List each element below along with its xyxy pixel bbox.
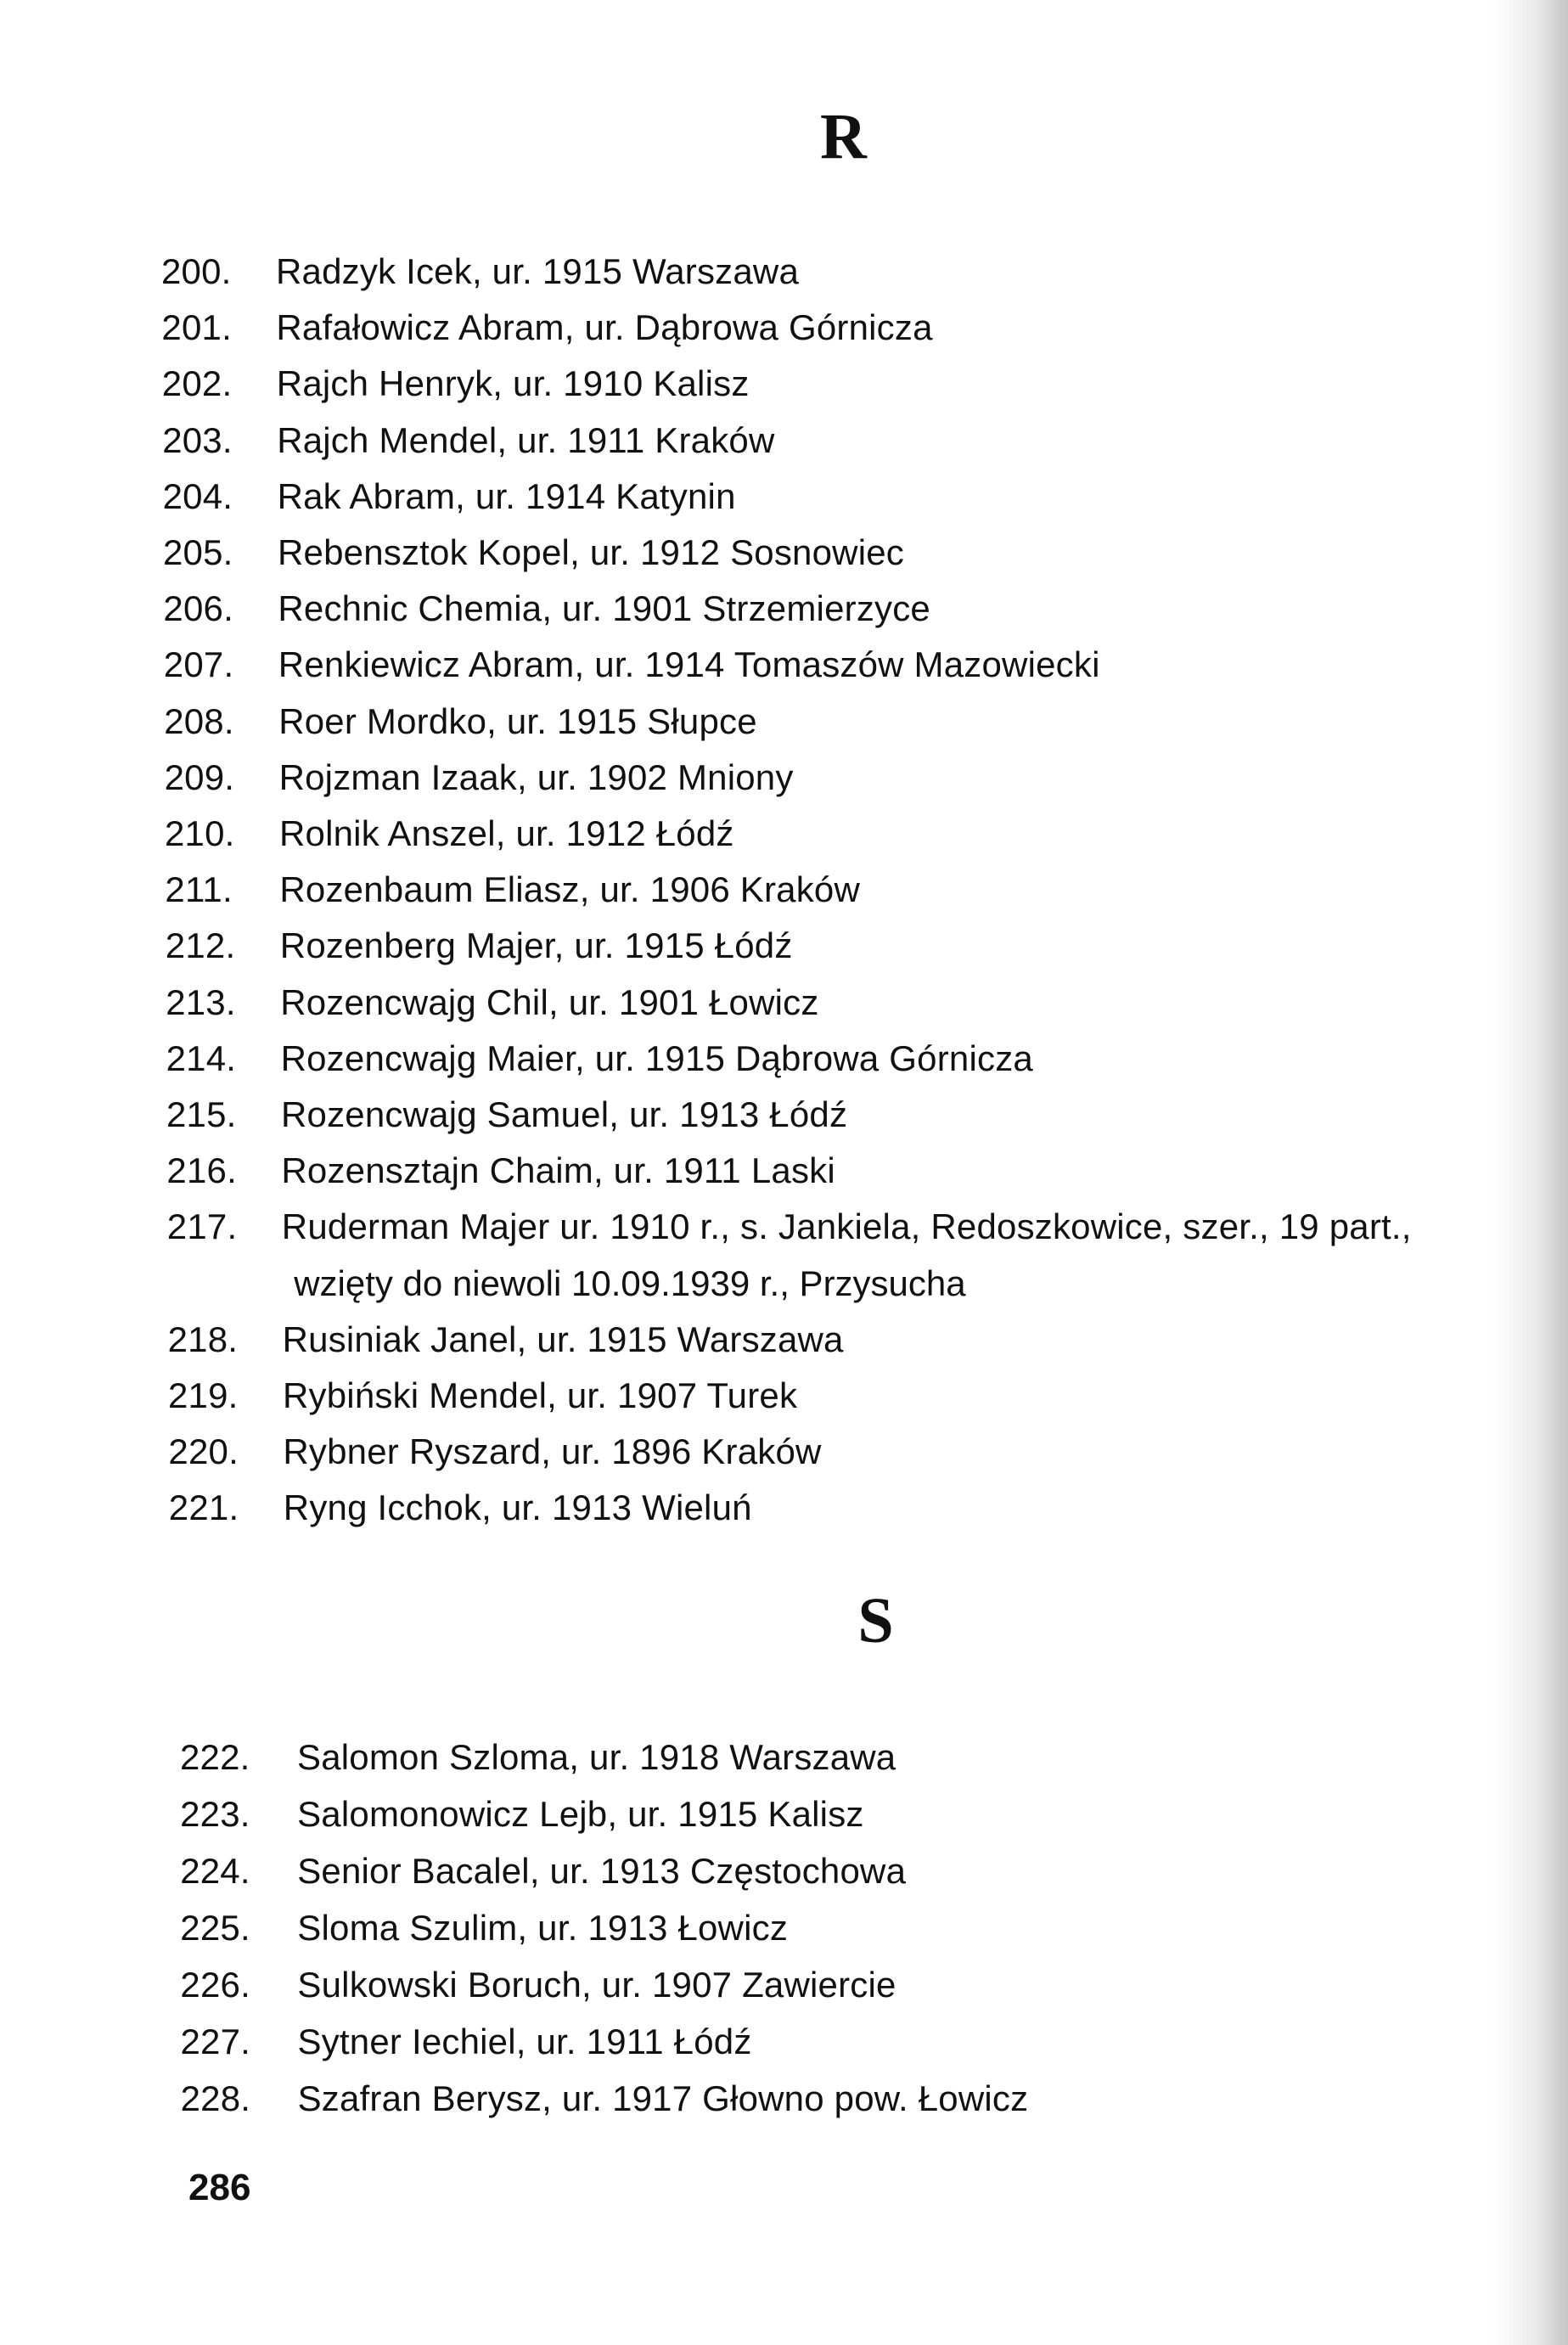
list-item (167, 1206, 1412, 1248)
entry-text: Szafran Berysz, ur. 1917 Głowno pow. Łowicz (297, 2078, 1029, 2118)
entry-number: 222. (180, 1737, 250, 1777)
entry-number: 227. (180, 2022, 251, 2061)
entry-number: 220. (168, 1431, 239, 1472)
entry-number: 203. (162, 419, 233, 460)
entry-number: 208. (164, 700, 234, 741)
entry-number: 226. (180, 1965, 250, 2005)
entry-text: Rozencwajg Maier, ur. 1915 Dąbrowa Górnicza (280, 1038, 1033, 1078)
entry-text: Rechnic Chemia, ur. 1901 Strzemierzyce (278, 588, 930, 629)
entry-text: Roer Mordko, ur. 1915 Słupce (278, 700, 757, 741)
entry-number: 202. (161, 363, 233, 404)
list-item (166, 1150, 835, 1192)
entry-number: 214. (166, 1038, 237, 1078)
list-item (180, 1964, 896, 2006)
list-item (163, 588, 930, 630)
entry-text: Rusiniak Janel, ur. 1915 Warszawa (282, 1319, 844, 1359)
list-item (165, 813, 734, 855)
list-item (166, 1094, 847, 1136)
list-item (162, 363, 750, 405)
entry-text: Ruderman Majer ur. 1910 r., s. Jankiela, Redoszkowice, szer., 19 part., (281, 1206, 1412, 1247)
entry-number: 210. (165, 813, 235, 853)
entry-text: Rozenberg Majer, ur. 1915 Łódź (279, 925, 793, 966)
list-item (180, 1907, 788, 1949)
entry-text: Rybner Ryszard, ur. 1896 Kraków (283, 1431, 822, 1472)
list-item (181, 2078, 1029, 2120)
list-item (166, 1038, 1033, 1080)
list-item (164, 644, 1100, 686)
entry-text: Salomon Szloma, ur. 1918 Warszawa (297, 1737, 896, 1777)
entry-number: 209. (164, 756, 235, 797)
entry-text: Rak Abram, ur. 1914 Katynin (277, 475, 736, 516)
entry-number: 217. (166, 1206, 238, 1247)
entry-number: 221. (168, 1487, 239, 1528)
entry-text: Rafałowicz Abram, ur. Dąbrowa Górnicza (276, 307, 933, 348)
entry-number: 218. (167, 1319, 239, 1359)
entry-text: Radzyk Icek, ur. 1915 Warszawa (276, 251, 800, 291)
entry-text: Rajch Mendel, ur. 1911 Kraków (277, 419, 775, 460)
list-item (168, 1375, 797, 1417)
list-item (166, 925, 793, 967)
entry-text: Sulkowski Boruch, ur. 1907 Zawiercie (297, 1965, 896, 2005)
list-item (180, 1736, 896, 1779)
list-item (165, 869, 860, 911)
entry-text: Rybiński Mendel, ur. 1907 Turek (283, 1375, 798, 1415)
entry-number: 211. (165, 869, 233, 910)
entry-text: Rolnik Anszel, ur. 1912 Łódź (279, 813, 734, 853)
entry-number: 224. (180, 1851, 250, 1891)
entry-text: Sytner Iechiel, ur. 1911 Łódź (297, 2022, 752, 2061)
entry-text: Renkiewicz Abram, ur. 1914 Tomaszów Mazowiecki (278, 644, 1100, 685)
entry-number: 204. (162, 475, 233, 516)
entry-number: 216. (166, 1150, 237, 1191)
entry-text: Rozencwajg Samuel, ur. 1913 Łódź (281, 1094, 848, 1134)
entry-number: 205. (163, 532, 233, 572)
list-item (168, 1431, 821, 1473)
entry-number: 219. (168, 1375, 239, 1415)
list-item (180, 1793, 864, 1836)
entry-text: Salomonowicz Lejb, ur. 1915 Kalisz (297, 1794, 864, 1834)
entry-text: Rozenbaum Eliasz, ur. 1906 Kraków (279, 869, 861, 910)
list-item (180, 1850, 906, 1892)
list-item (163, 475, 736, 518)
list-item (181, 2021, 752, 2063)
list-item (166, 981, 818, 1024)
list-item (161, 250, 799, 293)
entry-number: 212. (165, 925, 236, 966)
entry-number: 228. (180, 2078, 251, 2118)
entry-text: Senior Bacalel, ur. 1913 Częstochowa (297, 1851, 907, 1891)
list-item (161, 306, 932, 349)
entry-number: 200. (161, 251, 232, 291)
entry-text: Sloma Szulim, ur. 1913 Łowicz (297, 1908, 789, 1948)
list-item (163, 531, 904, 574)
entry-number: 215. (166, 1094, 237, 1134)
entry-number: 207. (163, 644, 234, 685)
entry-text: Rebensztok Kopel, ur. 1912 Sosnowiec (278, 532, 904, 572)
list-item (169, 1487, 752, 1529)
entry-number: 201. (161, 307, 232, 348)
list-item (165, 756, 794, 799)
entry-text: Rajch Henryk, ur. 1910 Kalisz (276, 363, 750, 404)
list-item (162, 419, 774, 462)
entry-text: Rozensztajn Chaim, ur. 1911 Laski (281, 1150, 835, 1191)
page-edge-shadow (1492, 0, 1568, 2345)
list-item (168, 1319, 844, 1361)
entry-text: Rozencwajg Chil, ur. 1901 Łowicz (280, 981, 819, 1022)
entry-text: Rojzman Izaak, ur. 1902 Mniony (278, 756, 794, 797)
section-heading-r: R (820, 101, 867, 172)
section-heading-s: S (857, 1585, 894, 1656)
entry-number: 225. (180, 1908, 250, 1948)
entry-text: Ryng Icchok, ur. 1913 Wieluń (283, 1487, 752, 1528)
entry-continuation: wzięty do niewoli 10.09.1939 r., Przysucha (294, 1262, 966, 1303)
entry-number: 223. (180, 1794, 250, 1834)
entry-number: 213. (166, 981, 236, 1022)
page-number: 286 (188, 2167, 251, 2208)
entry-number: 206. (163, 588, 233, 629)
list-item (164, 700, 757, 743)
